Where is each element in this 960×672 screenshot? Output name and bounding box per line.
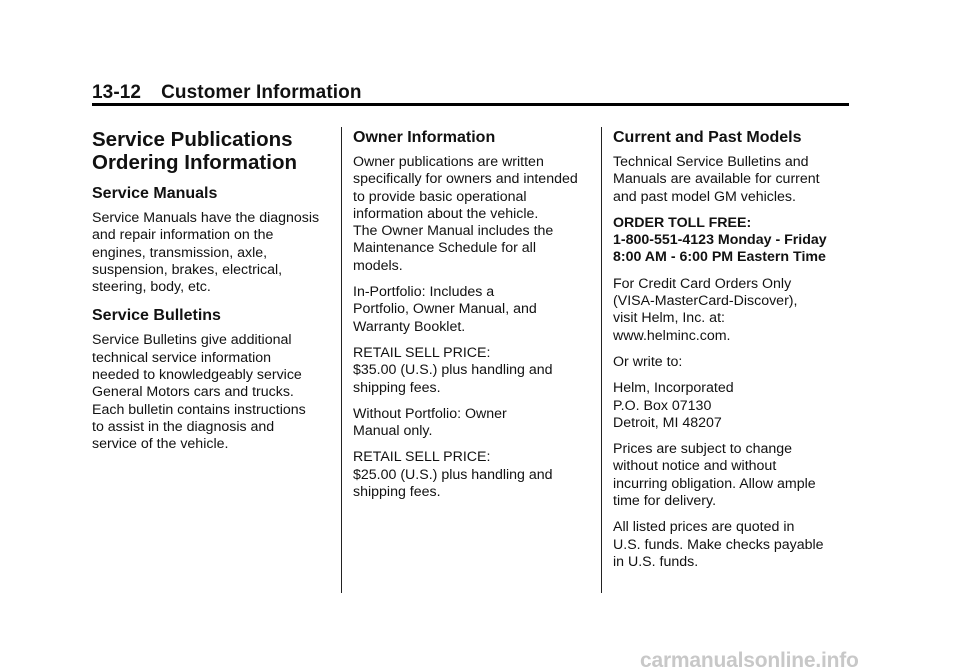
watermark: carmanualsonline.info (640, 650, 859, 672)
text-line: ORDER TOLL FREE: (613, 214, 752, 231)
text-line: visit Helm, Inc. at: (613, 310, 725, 327)
text-line: Manual only. (353, 423, 433, 440)
paragraph-order-toll-free (613, 215, 849, 267)
paragraph-credit-card-orders (613, 276, 849, 345)
paragraph-retail-price-manual (353, 449, 589, 501)
heading-service-manuals: Service Manuals (92, 185, 218, 202)
text-line: Service Manuals have the diagnosis (92, 210, 320, 226)
text-line: Warranty Booklet. (353, 318, 466, 335)
text-line: RETAIL SELL PRICE: (353, 449, 491, 466)
text-line: steering, body, etc. (92, 279, 211, 296)
text-line: specifically for owners and intended (353, 171, 578, 188)
text-line: $35.00 (U.S.) plus handling and (353, 362, 553, 379)
heading-owner-information: Owner Information (353, 129, 496, 146)
text-line: models. (353, 257, 403, 274)
column-divider-1 (341, 127, 342, 593)
text-line: without notice and without (613, 458, 777, 475)
text-line: Or write to: (613, 353, 683, 370)
text-line: The Owner Manual includes the (353, 223, 554, 240)
text-line: shipping fees. (353, 379, 441, 396)
text-line: needed to knowledgeably service (92, 367, 302, 384)
text-line: service of the vehicle. (92, 436, 229, 453)
mailing-address (613, 380, 849, 432)
section-title-line: Service Publications (92, 128, 293, 151)
column-divider-2 (601, 127, 602, 593)
text-line: to provide basic operational (353, 188, 527, 205)
text-line: in U.S. funds. (613, 553, 699, 570)
section-title (92, 128, 330, 174)
text-line: Technical Service Bulletins and (613, 154, 809, 170)
address-line: Helm, Incorporated (613, 380, 734, 397)
text-line: 8:00 AM - 6:00 PM Eastern Time (613, 249, 826, 266)
address-line: Detroit, MI 48207 (613, 414, 722, 431)
website-text: www.helminc.com. (613, 327, 731, 344)
text-line: In-Portfolio: Includes a (353, 284, 495, 301)
column-service-publications (92, 128, 330, 463)
text-line: Maintenance Schedule for all (353, 240, 536, 257)
chapter-title: Customer Information (161, 82, 362, 103)
paragraph-without-portfolio (353, 406, 589, 441)
text-line: For Credit Card Orders Only (613, 275, 792, 292)
text-line: Manuals are available for current (613, 171, 820, 188)
heading-current-past-models: Current and Past Models (613, 129, 802, 146)
text-line: incurring obligation. Allow ample (613, 475, 816, 492)
text-line: suspension, brakes, electrical, (92, 261, 283, 278)
phone-number: 1-800-551-4123 Monday - Friday (613, 232, 827, 249)
paragraph-bulletins-available (613, 154, 849, 206)
text-line: engines, transmission, axle, (92, 244, 268, 261)
text-line: Portfolio, Owner Manual, and (353, 301, 537, 318)
address-line: P.O. Box 07130 (613, 397, 712, 414)
column-current-past-models (613, 128, 849, 580)
text-line: U.S. funds. Make checks payable (613, 536, 824, 553)
text-line: Service Bulletins give additional (92, 332, 292, 349)
page-header (92, 82, 362, 104)
text-line: (VISA-MasterCard-Discover), (613, 293, 798, 310)
header-rule (92, 103, 849, 106)
paragraph-us-funds (613, 519, 849, 571)
paragraph-or-write-to (613, 354, 849, 371)
text-line: Owner publications are written (353, 154, 544, 170)
paragraph-retail-price-portfolio (353, 345, 589, 397)
text-line: and repair information on the (92, 227, 274, 244)
text-line: General Motors cars and trucks. (92, 384, 294, 401)
text-line: Prices are subject to change (613, 441, 793, 458)
section-title-line: Ordering Information (92, 151, 297, 174)
text-line: shipping fees. (353, 484, 441, 501)
text-line: and past model GM vehicles. (613, 188, 796, 205)
column-owner-information (353, 128, 589, 510)
text-line: Without Portfolio: Owner (353, 405, 507, 422)
paragraph-in-portfolio (353, 284, 589, 336)
paragraph-service-manuals (92, 210, 330, 296)
text-line: information about the vehicle. (353, 205, 539, 222)
heading-service-bulletins: Service Bulletins (92, 307, 221, 325)
paragraph-prices-subject-to-change (613, 441, 849, 510)
text-line: All listed prices are quoted in (613, 519, 795, 536)
text-line: $25.00 (U.S.) plus handling and (353, 466, 553, 483)
paragraph-owner-publications (353, 154, 589, 275)
text-line: time for delivery. (613, 493, 717, 510)
text-line: Each bulletin contains instructions (92, 401, 306, 418)
text-line: to assist in the diagnosis and (92, 418, 275, 435)
paragraph-service-bulletins (92, 332, 330, 453)
page-number: 13-12 (92, 82, 142, 103)
text-line: RETAIL SELL PRICE: (353, 344, 491, 361)
text-line: technical service information (92, 349, 271, 366)
